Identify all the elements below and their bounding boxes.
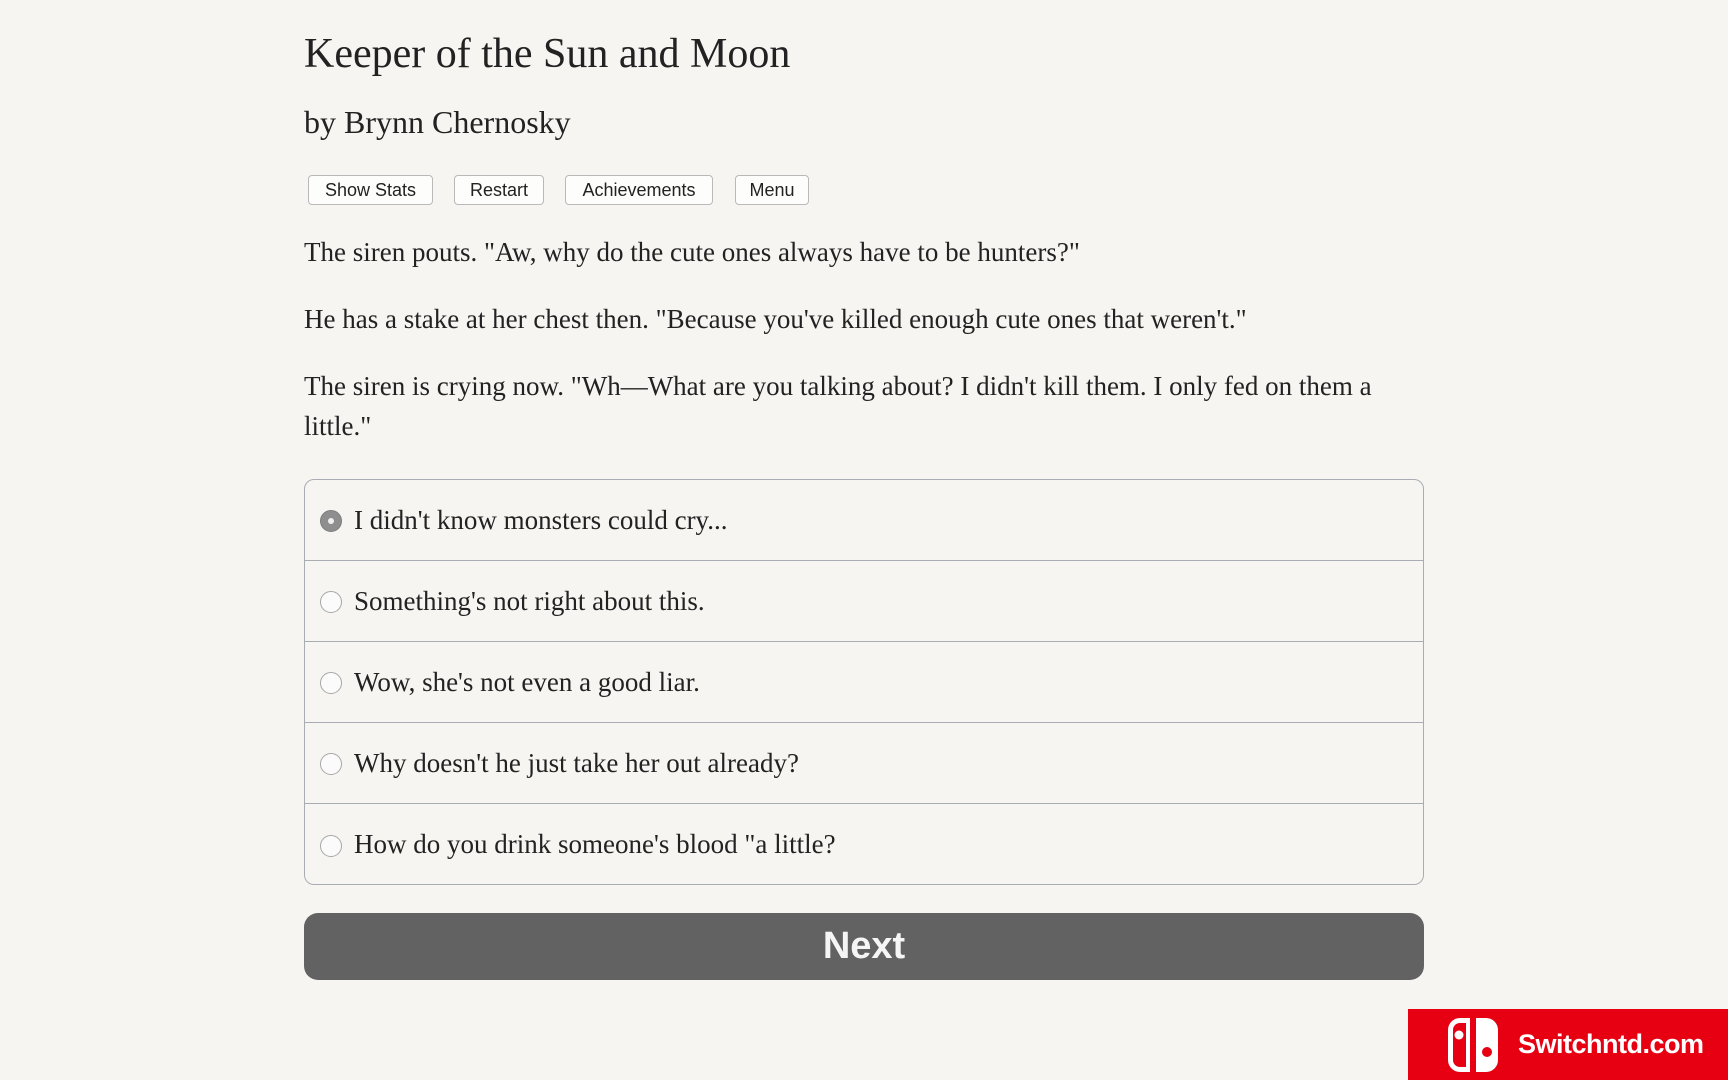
choice-label: Wow, she's not even a good liar. (354, 666, 700, 697)
achievements-button[interactable]: Achievements (565, 175, 713, 205)
game-title: Keeper of the Sun and Moon (304, 31, 791, 77)
radio-button-icon[interactable] (320, 753, 342, 775)
choice-option[interactable] (305, 561, 1423, 642)
watermark-banner (1408, 1009, 1728, 1080)
story-paragraph: The siren pouts. "Aw, why do the cute ones always have to be hunters?" (304, 237, 1080, 267)
menu-button[interactable]: Menu (735, 175, 809, 205)
story-paragraph: He has a stake at her chest then. "Because you've killed enough cute ones that weren't." (304, 304, 1247, 334)
watermark-text: Switchntd.com (1518, 1029, 1704, 1059)
toolbar (308, 175, 809, 205)
radio-button-icon[interactable] (320, 672, 342, 694)
choice-option[interactable] (305, 480, 1423, 561)
choice-option[interactable] (305, 723, 1423, 804)
choice-list (304, 479, 1424, 885)
story-text (304, 232, 1424, 473)
radio-button-icon[interactable] (320, 510, 342, 532)
next-button[interactable]: Next (304, 913, 1424, 980)
choice-label: I didn't know monsters could cry... (354, 504, 728, 535)
game-author: by Brynn Chernosky (304, 104, 571, 140)
choice-option[interactable] (305, 804, 1423, 885)
choice-label: Why doesn't he just take her out already? (354, 747, 799, 778)
choice-option[interactable] (305, 642, 1423, 723)
radio-button-icon[interactable] (320, 835, 342, 857)
nintendo-switch-logo-icon (1446, 1015, 1506, 1075)
story-paragraph: The siren is crying now. "Wh—What are you talking about? I didn't kill them. I only fed on them a little." (304, 371, 1372, 441)
choice-label: How do you drink someone's blood "a little? (354, 829, 836, 859)
choice-label: Something's not right about this. (354, 585, 705, 616)
restart-button[interactable]: Restart (454, 175, 544, 205)
radio-button-icon[interactable] (320, 591, 342, 613)
show-stats-button[interactable]: Show Stats (308, 175, 433, 205)
